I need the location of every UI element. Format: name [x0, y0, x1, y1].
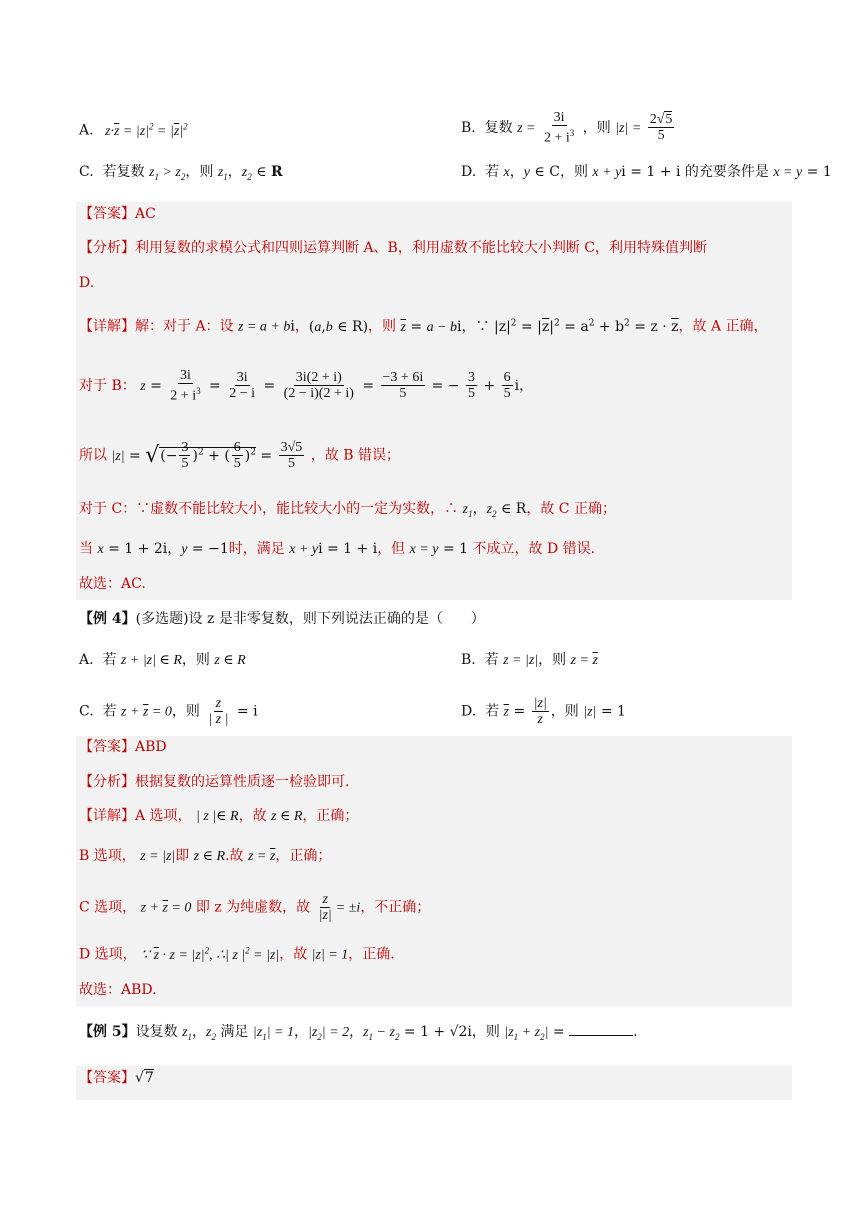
detail-2-b: B 选项， z = |z|即 z ∈ R.故 $z = \overline{z}$，正确；	[79, 848, 332, 864]
answer-blank	[569, 1021, 633, 1036]
detail-2-d: D 选项， ∵ $\overline{z} \cdot z = |z|^2$, ∴| z $|^2 = |z|$，故 |z| = 1，正确.	[79, 945, 395, 963]
detail-2-c: C 选项， $z + \overline{z} = 0$ 即 z 为纯虚数，故 $\frac{z}{|z|}$ = ±i，不正确；	[79, 892, 431, 923]
option-row-ab	[79, 110, 790, 146]
detail-2-a: 【详解】A 选项， | z |∈ R，故 z ∈ R，正确；	[79, 808, 359, 824]
option-b: B. 复数 z = $\frac{3i}{2 + i^3}$ ，则 |z| = $\frac{2√5}{5}$	[461, 110, 673, 146]
detail-1-b: 对于 B： z = $\frac{3i}{2 + i^3}$ = $\frac{3i}{2 - i}$ = $\frac{3i(2 + i)}{(2 - i)(2 + i)}$ = $\frac{-3 + 6i}{5}$ = − $\frac{3}{5}$ + $\frac{6}{5}$ i，	[79, 368, 534, 404]
detail-1-c: 对于 C：∵虚数不能比较大小，能比较大小的一定为实数，∴ $z_1$，$z_2$ ∈ R，故 C 正确；	[79, 501, 616, 519]
detail-1-b2: 所以 |z| = √(− $\frac{3}{5}$ )$^2$ + ( $\frac{6}{5}$ )$^2$ = $\frac{3√5}{5}$ ，故 B 错误；	[79, 440, 400, 471]
example-4-stem: 【例 4】(多选题)设 z 是非零复数，则下列说法正确的是（ ）	[79, 611, 485, 627]
analysis-2: 【分析】根据复数的运算性质逐一检验即可.	[79, 774, 350, 790]
answer-3: 【答案】√7	[79, 1070, 154, 1086]
option-a-label: A.	[79, 122, 94, 139]
ex4-options-ab: A. 若 z + |z| ∈ R，则 z ∈ R B. 若 z = |z|，则 $z = \overline{z}$	[79, 652, 598, 668]
detail-1-d: 当 x = 1 + 2i，y = −1时，满足 x + yi = 1 + i，但 x = y = 1 不成立，故 D 错误.	[79, 541, 596, 557]
option-row-cd: C. 若复数 $z_1 > z_2$，则 $z_1$，$z_2$ ∈ R D. 若 x，y ∈ C，则 x + yi = 1 + i 的充要条件是 x = y = 1	[79, 164, 832, 182]
option-d: D. 若 x，y ∈ C，则 x + yi = 1 + i 的充要条件是 x = y = 1	[461, 164, 832, 180]
choose-1: 故选：AC.	[79, 576, 146, 592]
answer-1: 【答案】AC	[79, 206, 156, 222]
answer-2: 【答案】ABD	[79, 739, 167, 755]
option-a-formula: $z\cdot\overline{z} = |z|^2 = |\overline{z}|^2$	[98, 121, 188, 139]
ex4-options-cd: C. 若 $z + \overline{z} = 0$，则 $\frac{z}{| z |}$ = i D. 若 $\overline{z}$ = $\frac{|z|}{z}$ ，则 |z| = 1	[79, 696, 626, 727]
choose-2: 故选：ABD.	[79, 982, 157, 998]
analysis-1-cont: D.	[79, 275, 95, 291]
example-5-stem: 【例 5】设复数 $z_1$，$z_2$ 满足 $|z_1| = 1$，$|z_2| = 2$，$z_1 - z_2 = 1 + √2i$，则 $|z_1 + z_2|$ = .	[79, 1021, 790, 1047]
detail-1-a: 【详解】解：对于 A：设 z = a + bi，(a,b ∈ R)，则 $\overline{z} = a$ − bi，∵ $|z|^2 = |\overline{z}|^2 = a^2 + b^2 = z \cdot \overline{z}$，故 A 正确，	[79, 318, 768, 335]
analysis-1: 【分析】利用复数的求模公式和四则运算判断 A、B，利用虚数不能比较大小判断 C，利用特殊值判断	[79, 240, 708, 256]
